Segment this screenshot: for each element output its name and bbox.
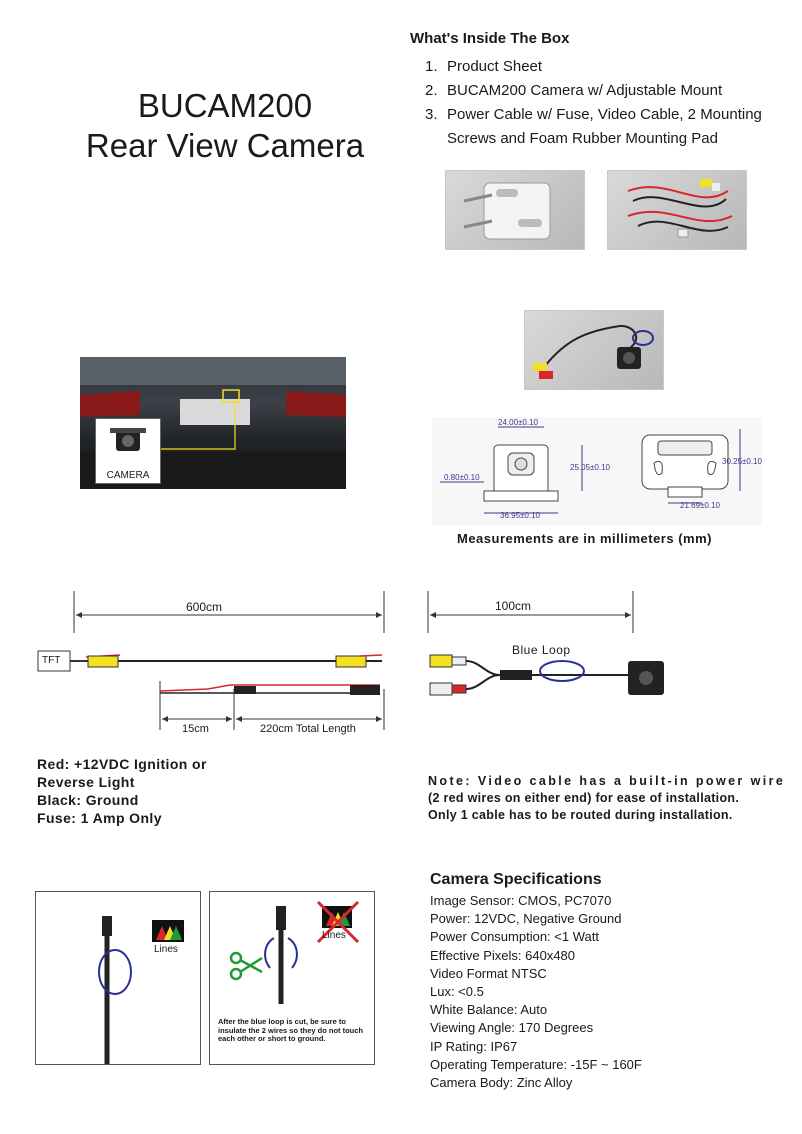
camera-label: CAMERA (106, 470, 150, 481)
camera-dimensions-diagram (432, 417, 762, 525)
dim-width-top: 24.00±0.10 (498, 418, 538, 427)
title-model: BUCAM200 (137, 87, 313, 124)
title-product: Rear View Camera (85, 127, 365, 164)
lines-label-right: Lines (322, 930, 346, 941)
spec-item: IP Rating: IP67 (430, 1038, 518, 1054)
power-cable-length: 600cm (186, 600, 223, 614)
spec-item: Effective Pixels: 640x480 (430, 947, 576, 963)
specs-title: Camera Specifications (430, 871, 602, 888)
lines-label-left: Lines (154, 944, 178, 955)
spec-item: Image Sensor: CMOS, PC7070 (430, 893, 612, 908)
list-item: 2. BUCAM200 Camera w/ Adjustable Mount (425, 82, 723, 99)
dim-left-small: 0.80±0.10 (444, 473, 480, 482)
spec-item: Lux: <0.5 (430, 984, 484, 1000)
page-title (40, 86, 410, 166)
segment-15cm: 15cm (182, 723, 209, 735)
cables-photo (607, 170, 747, 250)
spec-item: Camera Body: Zinc Alloy (430, 1075, 573, 1091)
list-item-continuation: Screws and Foam Rubber Mounting Pad (447, 130, 718, 147)
dim-height-right: 25.05±0.10 (570, 463, 610, 472)
spec-item: Viewing Angle: 170 Degrees (430, 1020, 594, 1036)
video-cable-length: 100cm (495, 599, 532, 613)
mounting-bracket-photo (445, 170, 585, 250)
box-contents-heading: What's Inside The Box (410, 30, 570, 47)
specs-list (430, 892, 790, 1092)
wiring-notes: Red: +12VDC Ignition or Reverse Light Black: Ground Fuse: 1 Amp Only (37, 756, 207, 826)
spec-item: Power: 12VDC, Negative Ground (430, 911, 622, 927)
loop-cut-panel (209, 891, 375, 1065)
spec-item: Video Format NTSC (430, 965, 547, 981)
video-cable-diagram (420, 585, 680, 705)
cut-instructions: After the blue loop is cut, be sure to insulate the 2 wires so they do not touch each other or short to ground. (218, 1017, 364, 1043)
spec-item: Power Consumption: <1 Watt (430, 929, 599, 945)
loop-intact-panel (35, 891, 201, 1065)
list-item: 1. Product Sheet (425, 58, 543, 75)
dim-back-width: 21.69±0.10 (680, 501, 720, 510)
camera-photo (524, 310, 664, 390)
camera-inset (95, 418, 161, 484)
list-item: 3. Power Cable w/ Fuse, Video Cable, 2 Mounting (425, 106, 762, 123)
dim-bottom-width: 36.95±0.10 (500, 511, 540, 520)
installation-note: Note: Video cable has a built-in power wire (2 red wires on either end) for ease of installation. Only 1 cable has to be routed during installation. (428, 774, 786, 822)
measurements-caption: Measurements are in millimeters (mm) (457, 531, 712, 546)
segment-total-length: 220cm Total Length (260, 723, 356, 735)
power-cable-diagram (30, 585, 400, 745)
spec-item: Operating Temperature: -15F ~ 160F (430, 1056, 642, 1072)
spec-item: White Balance: Auto (430, 1002, 548, 1018)
box-contents-list (425, 55, 795, 151)
tft-label: TFT (42, 655, 61, 666)
blue-loop-label: Blue Loop (512, 643, 571, 657)
dim-back-height: 30.25±0.10 (722, 457, 762, 466)
